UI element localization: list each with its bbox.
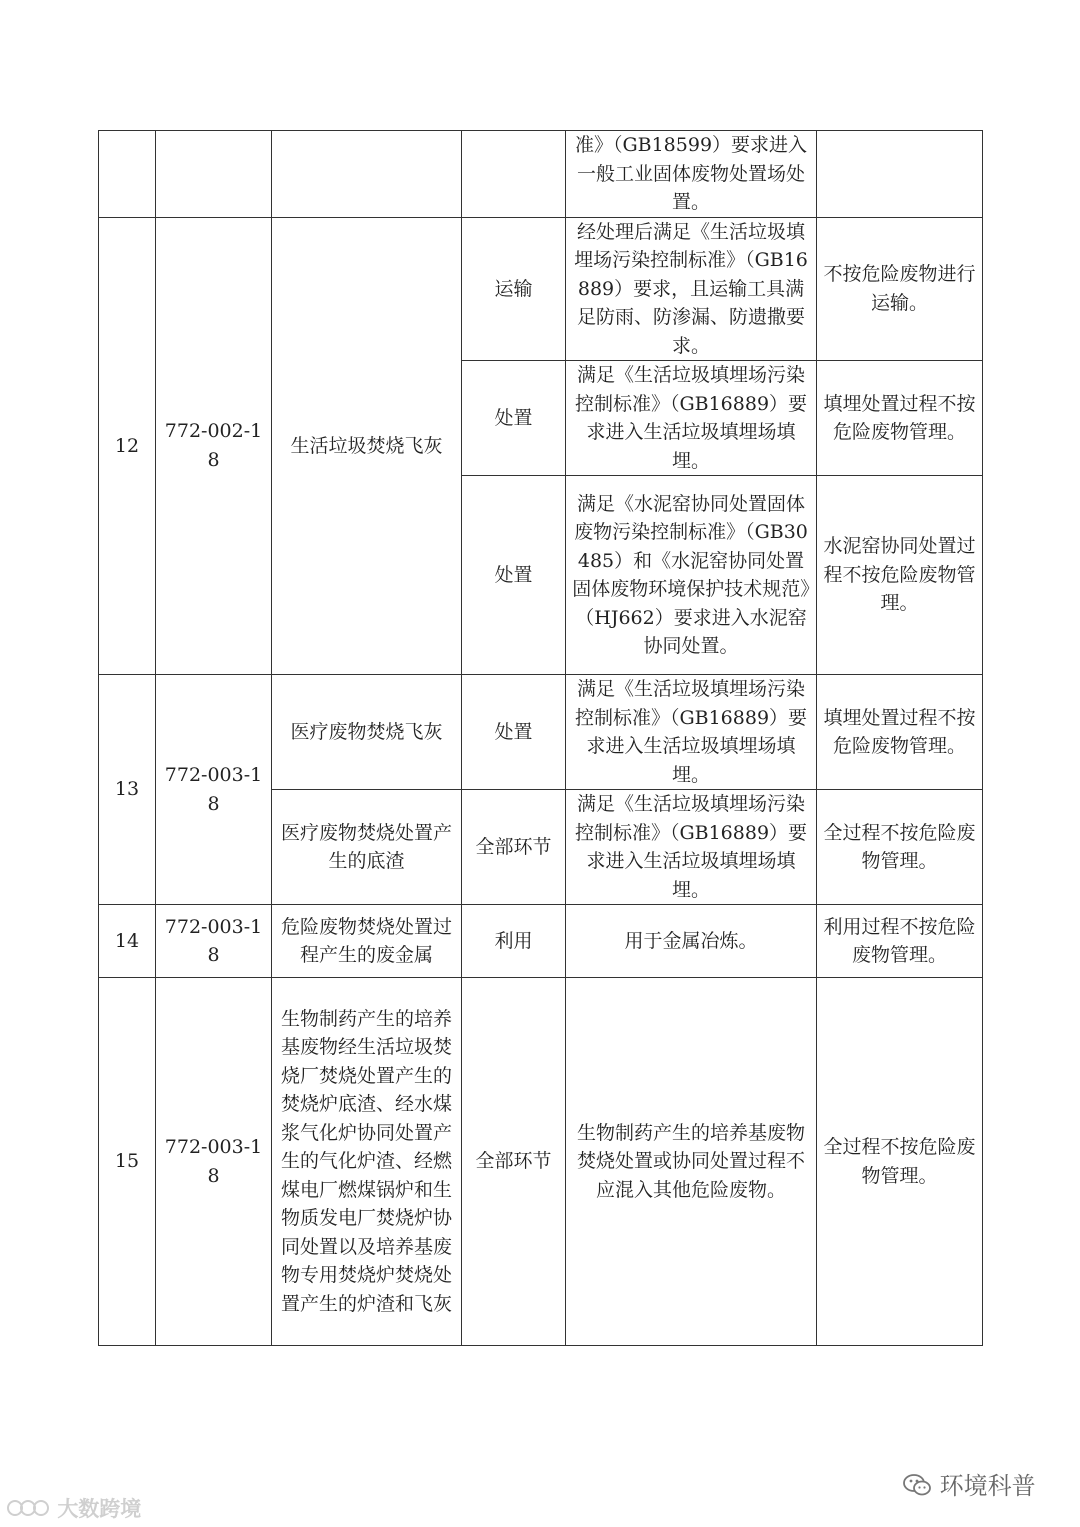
exemption-cell: 不按危险废物进行运输。 [817, 217, 983, 361]
link-cell: 处置 [462, 675, 566, 790]
link-cell: 处置 [462, 361, 566, 476]
index-cell: 13 [99, 675, 156, 905]
table-row-13 [99, 675, 983, 790]
name-cell: 医疗废物焚烧飞灰 [272, 675, 462, 790]
exemption-cell: 填埋处置过程不按危险废物管理。 [817, 361, 983, 476]
name-cell [272, 131, 462, 218]
exemption-cell: 填埋处置过程不按危险废物管理。 [817, 675, 983, 790]
name-cell: 危险废物焚烧处置过程产生的废金属 [272, 905, 462, 978]
table-row-15 [99, 978, 983, 1346]
exemption-cell: 全过程不按危险废物管理。 [817, 978, 983, 1346]
logo-mark-icon [6, 1497, 50, 1519]
link-cell: 全部环节 [462, 978, 566, 1346]
condition-cell: 经处理后满足《生活垃圾填埋场污染控制标准》（GB16889）要求，且运输工具满足防雨、防渗漏、防遗撒要求。 [566, 217, 817, 361]
wechat-icon [902, 1472, 932, 1498]
name-cell: 生活垃圾焚烧飞灰 [272, 217, 462, 675]
waste-exemption-table [98, 130, 983, 1346]
condition-cell: 用于金属冶炼。 [566, 905, 817, 978]
table-row-12 [99, 217, 983, 361]
exemption-cell: 水泥窑协同处置过程不按危险废物管理。 [817, 476, 983, 675]
code-cell: 772-003-18 [156, 978, 272, 1346]
link-cell: 全部环节 [462, 790, 566, 905]
index-cell: 15 [99, 978, 156, 1346]
exemption-cell: 利用过程不按危险废物管理。 [817, 905, 983, 978]
name-cell: 医疗废物焚烧处置产生的底渣 [272, 790, 462, 905]
code-cell [156, 131, 272, 218]
condition-cell: 满足《水泥窑协同处置固体废物污染控制标准》（GB30485）和《水泥窑协同处置固体废物环境保护技术规范》（HJ662）要求进入水泥窑协同处置。 [566, 476, 817, 675]
name-cell: 生物制药产生的培养基废物经生活垃圾焚烧厂焚烧处置产生的焚烧炉底渣、经水煤浆气化炉协同处置产生的气化炉渣、经燃煤电厂燃煤锅炉和生物质发电厂焚烧炉协同处置以及培养基废物专用焚烧炉焚烧处置产生的炉渣和飞灰 [272, 978, 462, 1346]
condition-cell: 生物制药产生的培养基废物焚烧处置或协同处置过程不应混入其他危险废物。 [566, 978, 817, 1346]
link-cell [462, 131, 566, 218]
exemption-cell [817, 131, 983, 218]
table-row-14 [99, 905, 983, 978]
condition-cell: 满足《生活垃圾填埋场污染控制标准》（GB16889）要求进入生活垃圾填埋场填埋。 [566, 675, 817, 790]
code-cell: 772-002-18 [156, 217, 272, 675]
condition-cell: 满足《生活垃圾填埋场污染控制标准》（GB16889）要求进入生活垃圾填埋场填埋。 [566, 790, 817, 905]
account-label [902, 1466, 1036, 1501]
account-name: 环境科普 [939, 1472, 1036, 1500]
condition-cell: 满足《生活垃圾填埋场污染控制标准》（GB16889）要求进入生活垃圾填埋场填埋。 [566, 361, 817, 476]
index-cell: 12 [99, 217, 156, 675]
code-cell: 772-003-18 [156, 905, 272, 978]
link-cell: 利用 [462, 905, 566, 978]
index-cell [99, 131, 156, 218]
code-cell: 772-003-18 [156, 675, 272, 905]
watermark-text: 大数跨境 [57, 1497, 142, 1521]
condition-cell: 准》（GB18599）要求进入一般工业固体废物处置场处置。 [566, 131, 817, 218]
exemption-cell: 全过程不按危险废物管理。 [817, 790, 983, 905]
table-row-continuation [99, 131, 983, 218]
link-cell: 处置 [462, 476, 566, 675]
link-cell: 运输 [462, 217, 566, 361]
watermark-left [6, 1493, 141, 1523]
index-cell: 14 [99, 905, 156, 978]
